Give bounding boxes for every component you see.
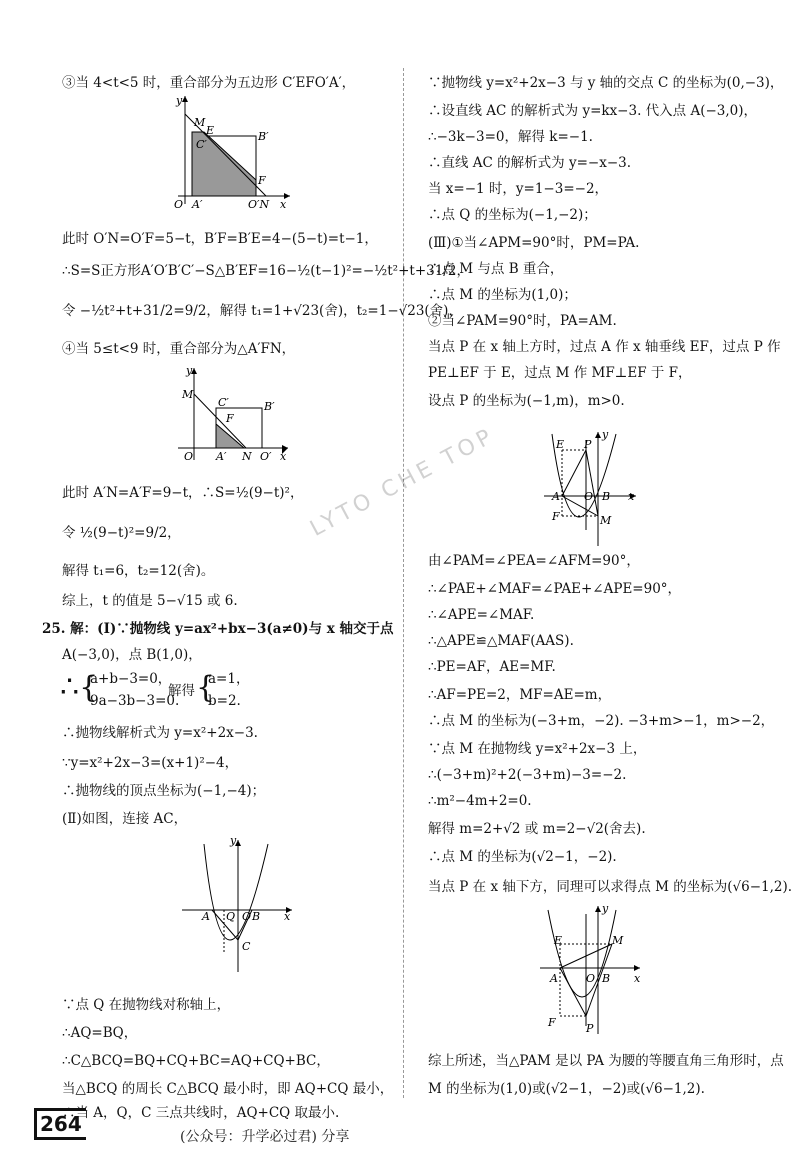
text-line: ∴S=S正方形A′O′B′C′−S△B′EF=16−½(t−1)²=−½t²+t+31/2， bbox=[62, 263, 470, 279]
watermark: LYTO CHE TOP bbox=[306, 423, 500, 542]
svg-text:O: O bbox=[184, 450, 194, 463]
svg-text:C′: C′ bbox=[218, 396, 229, 409]
svg-text:y: y bbox=[602, 904, 609, 915]
text-line: ∴点 M 与点 B 重合， bbox=[428, 261, 564, 277]
text-line: ③当 4<t<5 时，重合部分为五边形 C′EFO′A′， bbox=[62, 75, 356, 91]
text-line: ②当∠PAM=90°时，PA=AM. bbox=[428, 313, 617, 329]
column-divider bbox=[403, 68, 404, 1098]
text-line: 当点 P 在 x 轴下方，同理可以求得点 M 的坐标为(√6−1,2). bbox=[428, 879, 793, 895]
svg-text:x: x bbox=[634, 972, 641, 985]
text-line: 此时 A′N=A′F=9−t，∴S=½(9−t)²， bbox=[62, 485, 304, 501]
text-line: ∵抛物线 y=x²+2x−3 与 y 轴的交点 C 的坐标为(0,−3)， bbox=[428, 75, 784, 91]
svg-text:B′: B′ bbox=[258, 130, 269, 143]
svg-text:x: x bbox=[628, 490, 635, 503]
footer-note: (公众号：升学必过君) 分享 bbox=[180, 1129, 350, 1145]
text-line: PE⊥EF 于 E，过点 M 作 MF⊥EF 于 F， bbox=[428, 365, 692, 381]
figure-pentagon bbox=[170, 92, 295, 214]
text-line: ④当 5≤t<9 时，重合部分为△A′FN， bbox=[62, 341, 296, 357]
svg-text:E: E bbox=[206, 124, 215, 137]
text-line: 设点 P 的坐标为(−1,m)，m>0. bbox=[428, 393, 625, 409]
svg-text:y: y bbox=[230, 836, 237, 847]
svg-text:M: M bbox=[194, 116, 206, 129]
text-line: ∴∠PAE+∠MAF=∠PAE+∠APE=90°， bbox=[428, 581, 682, 597]
text-line: ∴AF=PE=2，MF=AE=m， bbox=[428, 687, 612, 703]
figure-triangle bbox=[172, 360, 292, 470]
problem-header: 25. 解：(Ⅰ)∵抛物线 y=ax²+bx−3(a≠0)与 x 轴交于点 bbox=[42, 621, 394, 637]
solution-b: b=2. bbox=[208, 693, 241, 709]
text-line: 由∠PAM=∠PEA=∠AFM=90°， bbox=[428, 553, 640, 569]
svg-text:O: O bbox=[242, 910, 252, 923]
text-line: ∴直线 AC 的解析式为 y=−x−3. bbox=[428, 155, 632, 171]
svg-text:A: A bbox=[552, 490, 560, 503]
svg-text:F: F bbox=[226, 412, 234, 425]
svg-text:B: B bbox=[602, 972, 611, 985]
svg-text:E: E bbox=[556, 438, 565, 451]
svg-text:P: P bbox=[586, 1022, 594, 1035]
svg-text:F: F bbox=[552, 510, 560, 523]
text-line: ∴当 A，Q，C 三点共线时，AQ+CQ 取最小. bbox=[62, 1105, 340, 1121]
text-line: 综上，t 的值是 5−√15 或 6. bbox=[62, 593, 238, 609]
text-line: (Ⅲ)①当∠APM=90°时，PM=PA. bbox=[428, 235, 640, 251]
text-line: 此时 O′N=O′F=5−t，B′F=B′E=4−(5−t)=t−1， bbox=[62, 231, 378, 247]
text-line: 当 x=−1 时，y=1−3=−2， bbox=[428, 181, 609, 197]
svg-text:A: A bbox=[550, 972, 558, 985]
text-line: A(−3,0)，点 B(1,0)， bbox=[62, 647, 202, 663]
equation-2: 9a−3b−3=0. bbox=[90, 693, 180, 709]
text-line: 令 ½(9−t)²=9/2， bbox=[62, 525, 181, 541]
svg-text:x: x bbox=[280, 198, 287, 211]
text-line: ∴设直线 AC 的解析式为 y=kx−3. 代入点 A(−3,0)， bbox=[428, 103, 758, 119]
text-line: ∴−3k−3=0，解得 k=−1. bbox=[428, 129, 593, 145]
text-line: ∴点 M 的坐标为(√2−1，−2). bbox=[428, 849, 617, 865]
text-line: ∴抛物线解析式为 y=x²+2x−3. bbox=[62, 725, 258, 741]
svg-text:A′: A′ bbox=[192, 198, 203, 211]
svg-text:B′: B′ bbox=[264, 400, 275, 413]
svg-text:x: x bbox=[284, 910, 291, 923]
text-line: ∴∠APE=∠MAF. bbox=[428, 607, 535, 623]
text-line: 解得 m=2+√2 或 m=2−√2(舍去). bbox=[428, 821, 646, 837]
text-line: ∴抛物线的顶点坐标为(−1,−4)； bbox=[62, 783, 266, 799]
figure-parabola-ac bbox=[178, 836, 296, 974]
text-line: 令 −½t²+t+31/2=9/2，解得 t₁=1+√23(舍)，t₂=1−√23(舍)， bbox=[62, 303, 462, 319]
svg-text:O′: O′ bbox=[260, 450, 272, 463]
svg-text:C′: C′ bbox=[196, 138, 207, 151]
svg-text:A: A bbox=[202, 910, 210, 923]
text-line: ∴PE=AF，AE=MF. bbox=[428, 659, 556, 675]
svg-text:F: F bbox=[258, 174, 266, 187]
text-line: 综上所述，当△PAM 是以 PA 为腰的等腰直角三角形时，点 bbox=[428, 1053, 784, 1069]
svg-text:C: C bbox=[242, 940, 251, 953]
text-line: ∴点 Q 的坐标为(−1,−2)； bbox=[428, 207, 597, 223]
text-line: M 的坐标为(1,0)或(√2−1，−2)或(√6−1,2). bbox=[428, 1081, 705, 1097]
text-line: (Ⅱ)如图，连接 AC， bbox=[62, 811, 188, 827]
svg-text:A′: A′ bbox=[216, 450, 227, 463]
svg-text:O: O bbox=[586, 972, 596, 985]
text-line: ∴点 M 的坐标为(1,0)； bbox=[428, 287, 577, 303]
svg-text:M: M bbox=[600, 514, 612, 527]
text-line: 当△BCQ 的周长 C△BCQ 最小时，即 AQ+CQ 最小， bbox=[62, 1081, 394, 1097]
svg-text:M: M bbox=[182, 388, 194, 401]
page-number: 264 bbox=[34, 1108, 86, 1140]
solution-a: a=1， bbox=[208, 671, 250, 687]
svg-text:O′N: O′N bbox=[248, 198, 270, 211]
svg-text:Q: Q bbox=[226, 910, 236, 923]
text-line: ∴点 M 的坐标为(−3+m，−2). −3+m>−1，m>−2， bbox=[428, 713, 775, 729]
figure-parabola-above bbox=[540, 430, 640, 548]
svg-text:x: x bbox=[280, 450, 287, 463]
text-line: ∴m²−4m+2=0. bbox=[428, 793, 532, 809]
svg-text:O: O bbox=[174, 198, 184, 211]
solve-label: 解得 bbox=[168, 683, 195, 699]
svg-text:y: y bbox=[176, 94, 183, 107]
text-line: ∵点 Q 在抛物线对称轴上， bbox=[62, 997, 231, 1013]
text-line: ∵y=x²+2x−3=(x+1)²−4， bbox=[62, 755, 239, 771]
text-line: ∴AQ=BQ， bbox=[62, 1025, 138, 1041]
svg-text:F: F bbox=[548, 1016, 556, 1029]
svg-text:y: y bbox=[186, 364, 193, 377]
text-line: ∴C△BCQ=BQ+CQ+BC=AQ+CQ+BC， bbox=[62, 1053, 330, 1069]
svg-text:N: N bbox=[242, 450, 252, 463]
svg-text:B: B bbox=[252, 910, 261, 923]
svg-text:y: y bbox=[602, 430, 609, 441]
svg-text:O: O bbox=[584, 490, 594, 503]
text-line: ∴△APE≌△MAF(AAS). bbox=[428, 633, 574, 649]
equation-1: a+b−3=0， bbox=[90, 671, 172, 687]
svg-text:M: M bbox=[612, 934, 624, 947]
svg-text:E: E bbox=[554, 934, 563, 947]
text-line: ∴(−3+m)²+2(−3+m)−3=−2. bbox=[428, 767, 627, 783]
svg-text:B: B bbox=[602, 490, 611, 503]
text-line: ∵点 M 在抛物线 y=x²+2x−3 上， bbox=[428, 741, 647, 757]
text-line: 解得 t₁=6，t₂=12(舍)。 bbox=[62, 563, 215, 579]
figure-parabola-below bbox=[536, 904, 644, 1036]
text-line: 当点 P 在 x 轴上方时，过点 A 作 x 轴垂线 EF，过点 P 作 bbox=[428, 339, 781, 355]
svg-text:P: P bbox=[584, 438, 592, 451]
